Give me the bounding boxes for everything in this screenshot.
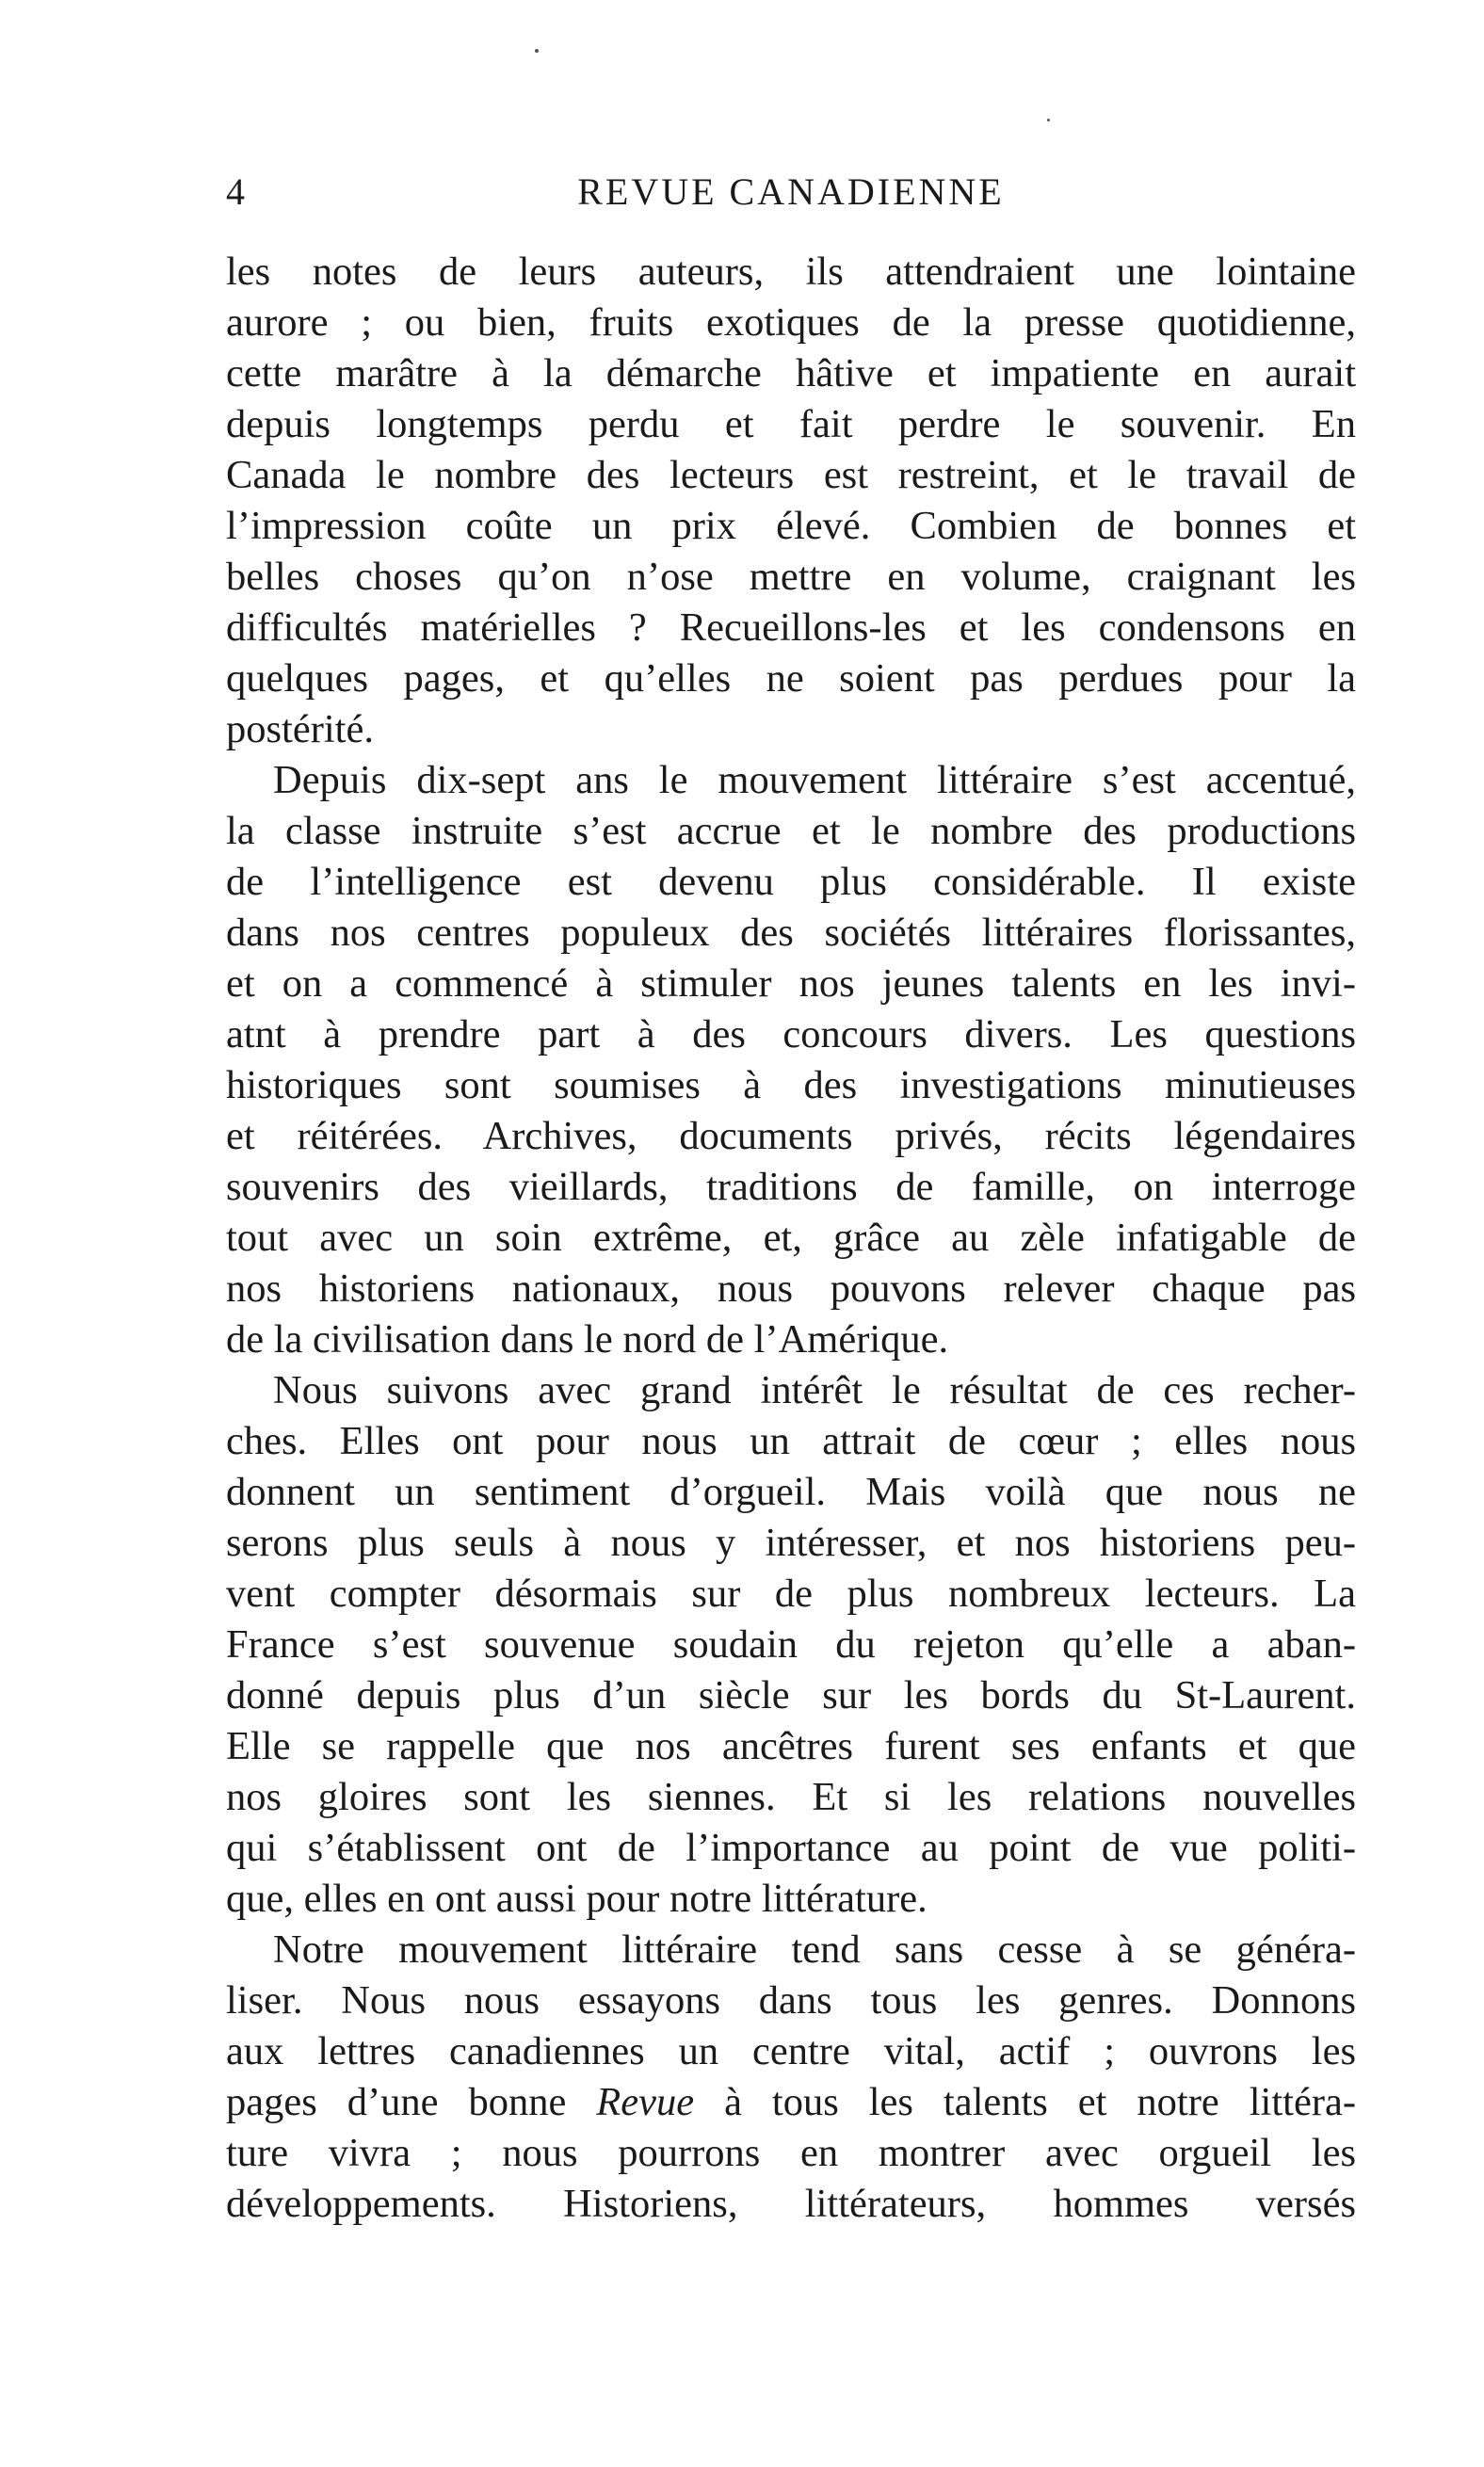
text-line: vent compter désormais sur de plus nombreux lecteurs. La: [226, 1572, 1356, 1616]
text-line: depuis longtemps perdu et fait perdre le souvenir. En: [226, 402, 1356, 446]
text-line: ches. Elles ont pour nous un attrait de cœur ; elles nous: [226, 1419, 1356, 1463]
text-segment: pages d’une bonne: [226, 2080, 597, 2124]
ink-speck: [535, 49, 539, 53]
text-line: donné depuis plus d’un siècle sur les bords du St-Laurent.: [226, 1673, 1356, 1717]
text-line: quelques pages, et qu’elles ne soient pas perdues pour la: [226, 656, 1356, 701]
text-line: la classe instruite s’est accrue et le nombre des productions: [226, 809, 1356, 853]
ink-speck: [1047, 119, 1050, 121]
text-line: nos gloires sont les siennes. Et si les relations nouvelles: [226, 1775, 1356, 1819]
text-line: difficultés matérielles ? Recueillons-les et les condensons en: [226, 605, 1356, 650]
text-line: de la civilisation dans le nord de l’Amérique.: [226, 1317, 949, 1362]
text-line: les notes de leurs auteurs, ils attendraient une lointaine: [226, 250, 1356, 294]
italic-revue-title: Revue: [596, 2080, 695, 2124]
text-line: souvenirs des vieillards, traditions de famille, on interroge: [226, 1165, 1356, 1209]
running-title: REVUE CANADIENNE: [577, 170, 1005, 213]
text-line: dans nos centres populeux des sociétés littéraires florissantes,: [226, 911, 1356, 955]
text-line: et on a commencé à stimuler nos jeunes talents en les invi-: [226, 961, 1356, 1006]
text-segment: à tous les talents et notre littéra-: [694, 2080, 1356, 2124]
text-line: l’impression coûte un prix élevé. Combien de bonnes et: [226, 504, 1356, 548]
text-line: donnent un sentiment d’orgueil. Mais voilà que nous ne: [226, 1470, 1356, 1514]
text-line: et réitérées. Archives, documents privés, récits légendaires: [226, 1114, 1356, 1158]
text-line: Canada le nombre des lecteurs est restreint, et le travail de: [226, 453, 1356, 497]
page-number: 4: [226, 170, 246, 213]
text-line: Notre mouvement littéraire tend sans cesse à se généra-: [273, 1927, 1356, 1972]
text-line: ture vivra ; nous pourrons en montrer avec orgueil les: [226, 2131, 1356, 2175]
text-line: Nous suivons avec grand intérêt le résultat de ces recher-: [273, 1368, 1356, 1412]
body-text: [226, 247, 1356, 2230]
text-line: de l’intelligence est devenu plus considérable. Il existe: [226, 860, 1356, 904]
text-line: Elle se rappelle que nos ancêtres furent ses enfants et que: [226, 1724, 1356, 1768]
text-line: aurore ; ou bien, fruits exotiques de la presse quotidienne,: [226, 300, 1356, 345]
text-line: belles choses qu’on n’ose mettre en volume, craignant les: [226, 555, 1356, 599]
text-line: France s’est souvenue soudain du rejeton qu’elle a aban-: [226, 1622, 1356, 1667]
text-line: que, elles en ont aussi pour notre littérature.: [226, 1877, 928, 1921]
text-line: liser. Nous nous essayons dans tous les genres. Donnons: [226, 1978, 1356, 2023]
text-line: serons plus seuls à nous y intéresser, et nos historiens peu-: [226, 1521, 1356, 1565]
text-line: tout avec un soin extrême, et, grâce au zèle infatigable de: [226, 1216, 1356, 1260]
text-line: Depuis dix-sept ans le mouvement littéraire s’est accentué,: [273, 758, 1356, 802]
page-header: [226, 169, 1356, 226]
text-line: aux lettres canadiennes un centre vital, actif ; ouvrons les: [226, 2029, 1356, 2073]
text-line: postérité.: [226, 707, 374, 751]
text-line: cette marâtre à la démarche hâtive et impatiente en aurait: [226, 351, 1356, 395]
text-line: nos historiens nationaux, nous pouvons relever chaque pas: [226, 1266, 1356, 1311]
text-line: atnt à prendre part à des concours divers. Les questions: [226, 1012, 1356, 1056]
text-line: historiques sont soumises à des investigations minutieuses: [226, 1063, 1356, 1107]
text-line-with-italic: [226, 2077, 1356, 2128]
text-line: développements. Historiens, littérateurs, hommes versés: [226, 2182, 1356, 2226]
text-line: qui s’établissent ont de l’importance au point de vue politi-: [226, 1826, 1356, 1870]
